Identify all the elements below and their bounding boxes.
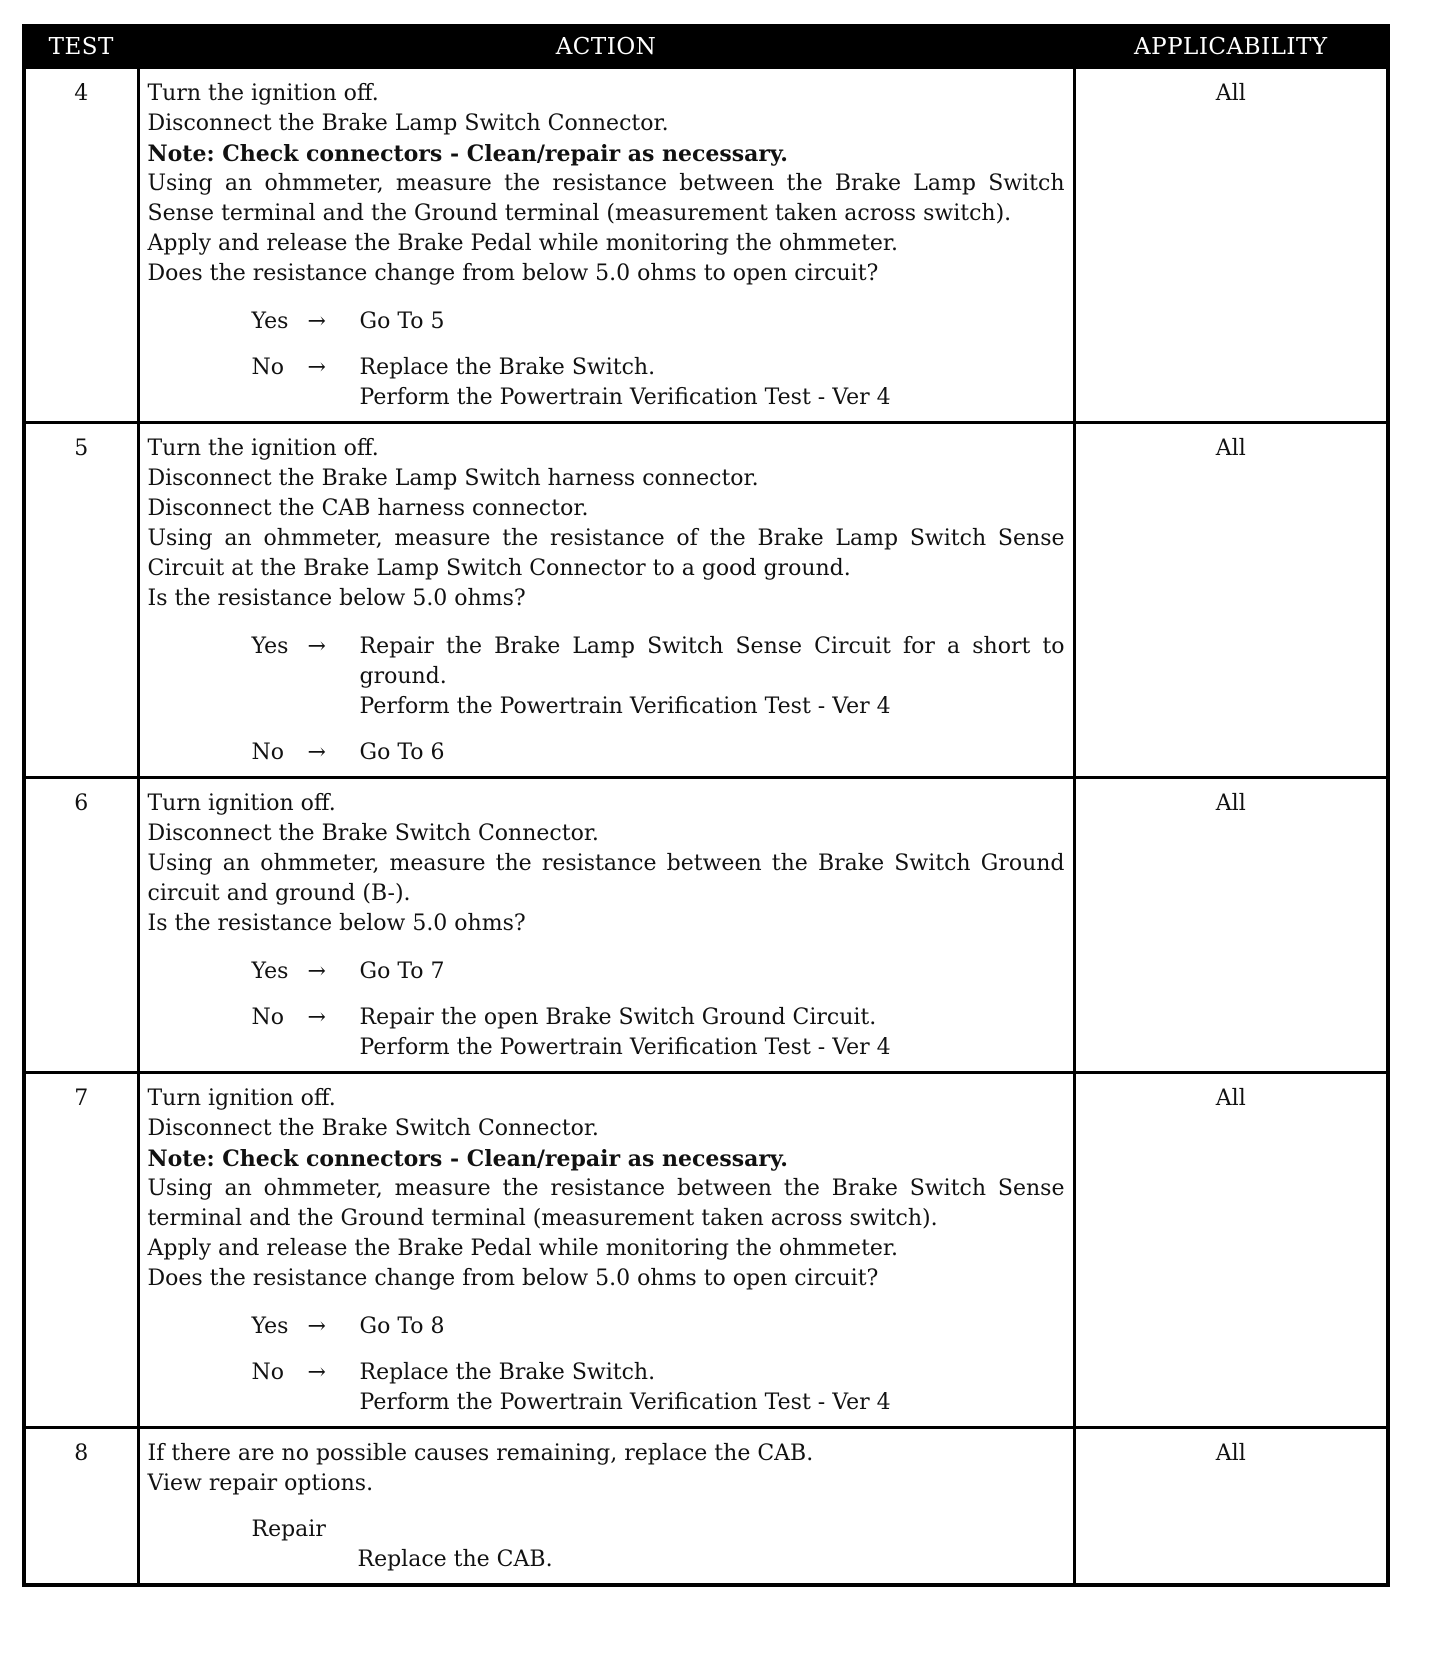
column-header-action: ACTION — [138, 26, 1074, 68]
no-outcome — [252, 738, 1065, 768]
arrow-icon: → — [307, 740, 326, 765]
no-label: No — [251, 740, 284, 765]
yes-result: Go To 8 — [359, 1314, 445, 1339]
action-line: Disconnect the Brake Lamp Switch harness connector. — [147, 466, 759, 491]
table-row — [24, 423, 1388, 778]
no-label: No — [251, 1005, 284, 1030]
yes-result: Go To 5 — [359, 309, 445, 334]
applicability-cell: All — [1074, 423, 1388, 778]
no-outcome — [252, 1003, 1065, 1063]
action-cell — [138, 423, 1074, 778]
action-cell — [138, 1073, 1074, 1428]
arrow-icon: → — [307, 634, 326, 659]
arrow-icon: → — [307, 959, 326, 984]
action-line: Does the resistance change from below 5.0 ohms to open circuit? — [147, 1266, 879, 1291]
test-number: 4 — [24, 68, 138, 423]
yes-result: Go To 7 — [359, 959, 445, 984]
note-line: Note: Check connectors - Clean/repair as necessary. — [147, 1146, 788, 1172]
action-line: Is the resistance below 5.0 ohms? — [147, 911, 526, 936]
no-result — [360, 353, 1065, 413]
action-line: Apply and release the Brake Pedal while monitoring the ohmmeter. — [147, 231, 899, 256]
yes-outcome — [252, 1312, 1065, 1342]
yes-result — [360, 632, 1065, 722]
arrow-icon: → — [307, 309, 326, 334]
no-result-line: Perform the Powertrain Verification Test - Ver 4 — [359, 1390, 891, 1415]
no-result — [360, 1003, 1065, 1063]
diagnostic-test-table — [22, 24, 1390, 1587]
repair-label: Repair — [251, 1517, 326, 1542]
action-line: Turn the ignition off. — [147, 81, 379, 106]
test-number: 8 — [24, 1428, 138, 1586]
yes-label: Yes — [251, 959, 289, 984]
applicability-cell: All — [1074, 778, 1388, 1073]
action-line: Using an ohmmeter, measure the resistance between the Brake Switch Ground circuit and ground (B-). — [147, 851, 1065, 906]
action-cell — [138, 778, 1074, 1073]
no-label: No — [251, 355, 284, 380]
applicability-cell: All — [1074, 1073, 1388, 1428]
note-line: Note: Check connectors - Clean/repair as necessary. — [147, 141, 788, 167]
arrow-icon: → — [307, 1314, 326, 1339]
applicability-cell: All — [1074, 1428, 1388, 1586]
action-cell — [138, 1428, 1074, 1586]
no-result: Go To 6 — [359, 740, 445, 765]
no-result-line: Repair the open Brake Switch Ground Circuit. — [359, 1005, 877, 1030]
table-header-row — [24, 26, 1388, 68]
table-row — [24, 68, 1388, 423]
action-line: Disconnect the CAB harness connector. — [147, 496, 589, 521]
yes-result-line: Repair the Brake Lamp Switch Sense Circuit for a short to ground. — [359, 634, 1065, 689]
yes-result-line: Perform the Powertrain Verification Test - Ver 4 — [359, 694, 891, 719]
test-number: 7 — [24, 1073, 138, 1428]
no-result-line: Replace the Brake Switch. — [359, 355, 656, 380]
action-line: Disconnect the Brake Switch Connector. — [147, 1116, 599, 1141]
arrow-icon: → — [307, 1360, 326, 1385]
no-result-line: Perform the Powertrain Verification Test - Ver 4 — [359, 385, 891, 410]
action-line: Using an ohmmeter, measure the resistance between the Brake Switch Sense terminal and the Ground terminal (measurement taken across switch). — [147, 1176, 1065, 1231]
action-line: Is the resistance below 5.0 ohms? — [147, 586, 526, 611]
table-row — [24, 1073, 1388, 1428]
action-line: Turn the ignition off. — [147, 436, 379, 461]
yes-label: Yes — [251, 309, 289, 334]
action-line: Does the resistance change from below 5.0 ohms to open circuit? — [147, 261, 879, 286]
action-line: If there are no possible causes remaining, replace the CAB. — [147, 1441, 814, 1466]
action-line: View repair options. — [147, 1471, 374, 1496]
arrow-icon: → — [307, 355, 326, 380]
yes-label: Yes — [251, 634, 289, 659]
column-header-test: TEST — [24, 26, 138, 68]
arrow-icon: → — [307, 1005, 326, 1030]
action-line: Apply and release the Brake Pedal while monitoring the ohmmeter. — [147, 1236, 899, 1261]
action-line: Using an ohmmeter, measure the resistance between the Brake Lamp Switch Sense terminal and the Ground terminal (measurement taken across switch). — [147, 171, 1065, 226]
yes-outcome — [252, 307, 1065, 337]
column-header-applicability: APPLICABILITY — [1074, 26, 1388, 68]
no-label: No — [251, 1360, 284, 1385]
yes-outcome — [252, 957, 1065, 987]
action-cell — [138, 68, 1074, 423]
no-result-line: Perform the Powertrain Verification Test - Ver 4 — [359, 1035, 891, 1060]
no-outcome — [252, 353, 1065, 413]
table-row — [24, 1428, 1388, 1586]
action-line: Disconnect the Brake Lamp Switch Connector. — [147, 111, 669, 136]
no-outcome — [252, 1358, 1065, 1418]
no-result-line: Replace the Brake Switch. — [359, 1360, 656, 1385]
repair-text: Replace the CAB. — [357, 1547, 553, 1572]
test-number: 6 — [24, 778, 138, 1073]
yes-label: Yes — [251, 1314, 289, 1339]
table-row — [24, 778, 1388, 1073]
action-line: Disconnect the Brake Switch Connector. — [147, 821, 599, 846]
action-line: Turn ignition off. — [147, 1086, 336, 1111]
action-line: Turn ignition off. — [147, 791, 336, 816]
action-line: Using an ohmmeter, measure the resistance of the Brake Lamp Switch Sense Circuit at the Brake Lamp Switch Connector to a good ground. — [147, 526, 1065, 581]
test-number: 5 — [24, 423, 138, 778]
yes-outcome — [252, 632, 1065, 722]
applicability-cell: All — [1074, 68, 1388, 423]
no-result — [360, 1358, 1065, 1418]
